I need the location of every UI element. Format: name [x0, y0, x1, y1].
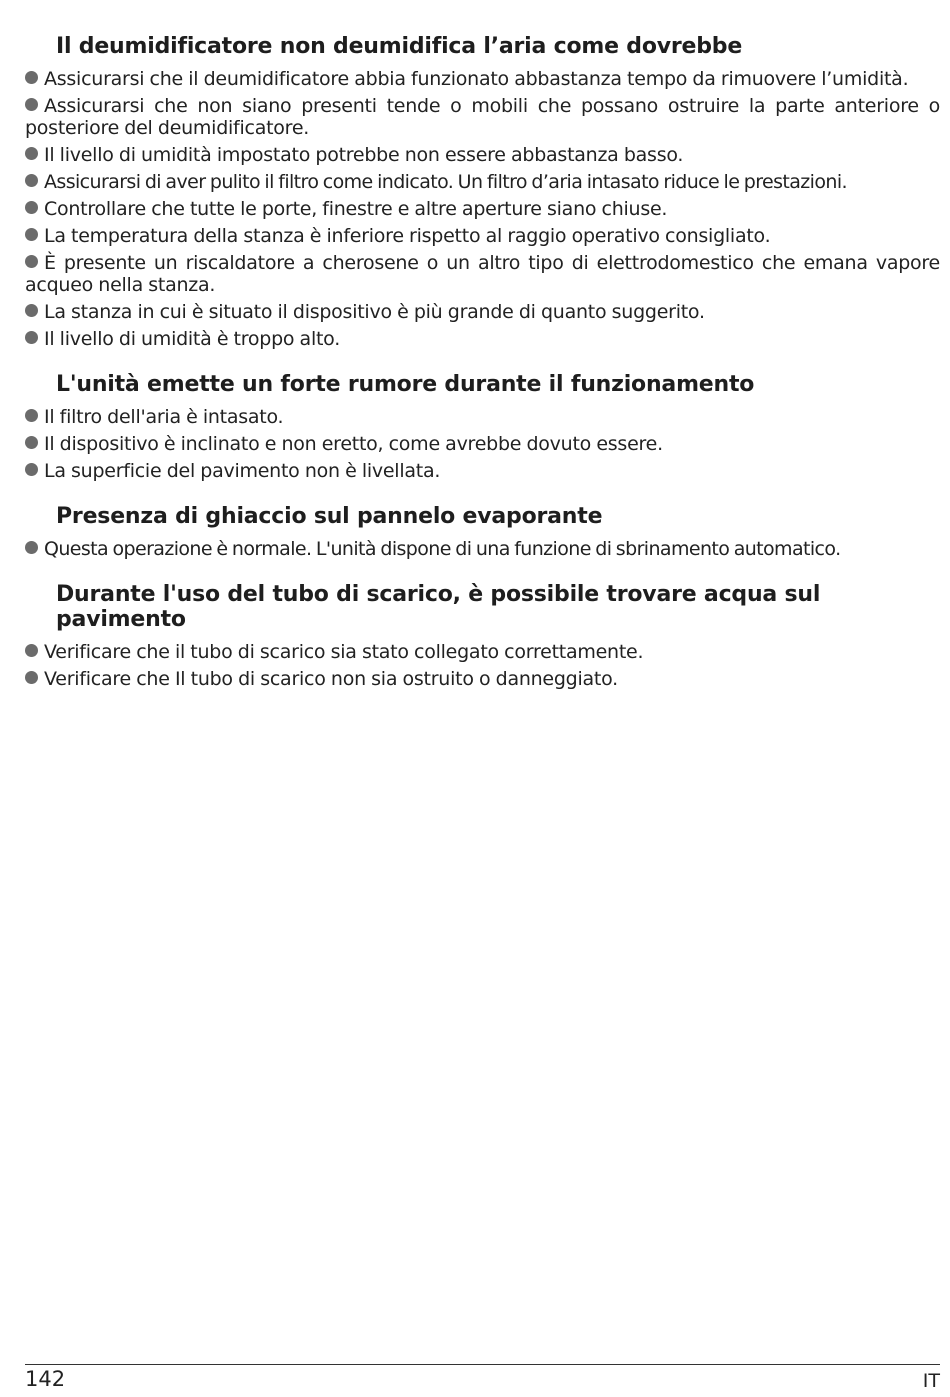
- section-heading: Durante l'uso del tubo di scarico, è possibile trovare acqua sul pavimento: [56, 582, 821, 632]
- list-item: [25, 538, 940, 560]
- bullet-icon: [25, 671, 38, 684]
- bullet-icon: [25, 228, 38, 241]
- list-item-text: È presente un riscaldatore a cherosene o un altro tipo di elettrodomestico che emana vapore acqueo nella stanza.: [25, 252, 940, 296]
- list-item-text: Il filtro dell'aria è intasato.: [44, 406, 284, 428]
- bullet-list: [25, 68, 940, 350]
- section-water-on-floor: [25, 582, 940, 690]
- language-code: IT: [922, 1370, 940, 1392]
- list-item: [25, 198, 940, 220]
- list-item-text: La superficie del pavimento non è livellata.: [44, 460, 441, 482]
- list-item: [25, 68, 940, 90]
- list-item-text: Assicurarsi che il deumidificatore abbia funzionato abbastanza tempo da rimuovere l’umidità.: [44, 68, 909, 90]
- list-item: [25, 171, 940, 193]
- bullet-icon: [25, 436, 38, 449]
- bullet-icon: [25, 98, 38, 111]
- list-item-text: Il livello di umidità è troppo alto.: [44, 328, 340, 350]
- bullet-icon: [25, 331, 38, 344]
- bullet-icon: [25, 304, 38, 317]
- bullet-icon: [25, 409, 38, 422]
- bullet-list: [25, 538, 940, 560]
- bullet-icon: [25, 255, 38, 268]
- section-loud-noise: [25, 372, 940, 482]
- bullet-icon: [25, 201, 38, 214]
- footer-divider: [25, 1364, 940, 1365]
- list-item: [25, 460, 940, 482]
- section-heading: Il deumidificatore non deumidifica l’aria come dovrebbe: [56, 34, 743, 59]
- list-item: [25, 433, 940, 455]
- bullet-icon: [25, 644, 38, 657]
- list-item-text: Verificare che il tubo di scarico sia stato collegato correttamente.: [44, 641, 644, 663]
- bullet-icon: [25, 71, 38, 84]
- list-item: [25, 225, 940, 247]
- bullet-list: [25, 406, 940, 482]
- bullet-icon: [25, 174, 38, 187]
- page-number: 142: [25, 1367, 66, 1391]
- bullet-list: [25, 641, 940, 690]
- list-item-text: Il livello di umidità impostato potrebbe non essere abbastanza basso.: [44, 144, 684, 166]
- list-item-text: Controllare che tutte le porte, finestre e altre aperture siano chiuse.: [44, 198, 668, 220]
- section-heading: L'unità emette un forte rumore durante il funzionamento: [56, 372, 755, 397]
- section-ice-on-evaporator: [25, 504, 940, 560]
- list-item-text: Assicurarsi di aver pulito il filtro come indicato. Un filtro d’aria intasato riduce le prestazioni.: [44, 171, 847, 193]
- list-item: [25, 328, 940, 350]
- list-item: [25, 668, 940, 690]
- list-item-text: Questa operazione è normale. L'unità dispone di una funzione di sbrinamento automatico.: [44, 538, 841, 560]
- list-item: [25, 301, 940, 323]
- troubleshooting-content: [25, 34, 940, 712]
- bullet-icon: [25, 147, 38, 160]
- list-item: [25, 95, 940, 139]
- bullet-icon: [25, 463, 38, 476]
- list-item: [25, 144, 940, 166]
- list-item: [25, 252, 940, 296]
- list-item-text: Il dispositivo è inclinato e non eretto, come avrebbe dovuto essere.: [44, 433, 663, 455]
- list-item-text: Assicurarsi che non siano presenti tende o mobili che possano ostruire la parte anteriore o posteriore del deumidificatore.: [25, 95, 940, 139]
- section-heading: Presenza di ghiaccio sul pannelo evaporante: [56, 504, 603, 529]
- list-item-text: La temperatura della stanza è inferiore rispetto al raggio operativo consigliato.: [44, 225, 771, 247]
- bullet-icon: [25, 541, 38, 554]
- list-item-text: La stanza in cui è situato il dispositivo è più grande di quanto suggerito.: [44, 301, 705, 323]
- list-item-text: Verificare che Il tubo di scarico non sia ostruito o danneggiato.: [44, 668, 618, 690]
- list-item: [25, 406, 940, 428]
- list-item: [25, 641, 940, 663]
- section-not-dehumidifying: [25, 34, 940, 350]
